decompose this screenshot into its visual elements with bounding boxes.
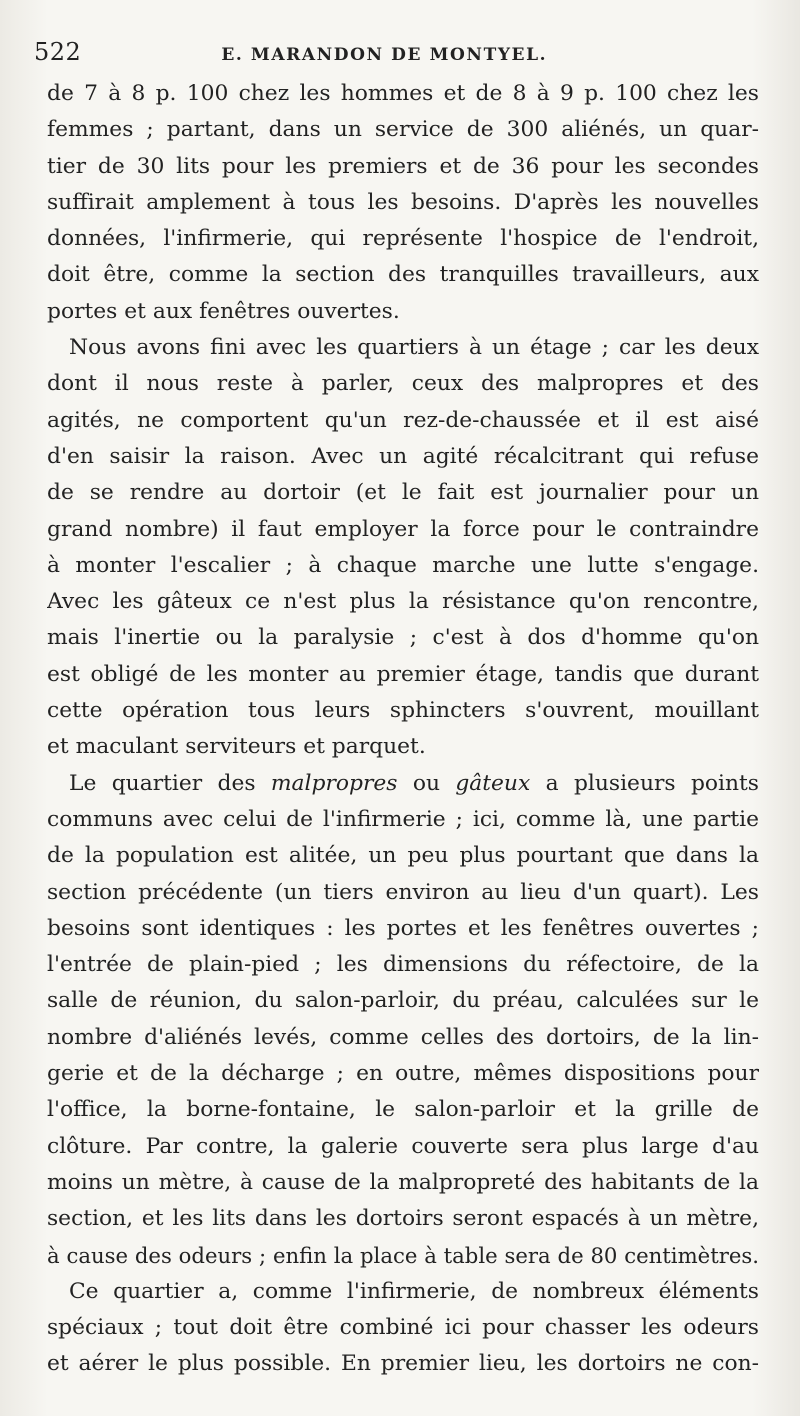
text-line: section, et les lits dans les dortoirs seront espacés à un mètre, — [47, 1206, 759, 1232]
italic-term: malpropres — [270, 770, 398, 796]
text-line: d'en saisir la raison. Avec un agité récalcitrant qui refuse — [47, 443, 759, 469]
text-segment: a plusieurs points — [530, 770, 759, 796]
text-line: de la population est alitée, un peu plus pourtant que dans la — [47, 843, 759, 869]
text-line: Avec les gâteux ce n'est plus la résistance qu'on rencontre, — [47, 589, 759, 615]
text-line: de 7 à 8 p. 100 chez les hommes et de 8 à 9 p. 100 chez les — [47, 81, 759, 106]
text-line: à cause des odeurs ; enfin la place à table sera de 80 centimètres. — [47, 1242, 759, 1268]
text-line: gerie et de la décharge ; en outre, mêmes dispositions pour — [47, 1061, 759, 1087]
page-header — [34, 38, 766, 68]
text-line: Nous avons fini avec les quartiers à un étage ; car les deux — [69, 335, 759, 361]
text-line: doit être, comme la section des tranquilles travailleurs, aux — [47, 262, 759, 288]
text-line: données, l'infirmerie, qui représente l'hospice de l'endroit, — [47, 226, 759, 252]
text-line: mais l'inertie ou la paralysie ; c'est à dos d'homme qu'on — [47, 625, 759, 651]
text-line: nombre d'aliénés levés, comme celles des dortoirs, de la lin- — [47, 1024, 759, 1050]
body-text — [47, 76, 759, 1383]
text-line: spéciaux ; tout doit être combiné ici pour chasser les odeurs — [47, 1315, 759, 1341]
text-line: et maculant serviteurs et parquet. — [47, 734, 426, 760]
text-line: à monter l'escalier ; à chaque marche une lutte s'engage. — [47, 552, 759, 578]
text-line: portes et aux fenêtres ouvertes. — [47, 298, 400, 324]
text-segment: ou — [397, 770, 456, 796]
text-line: besoins sont identiques : les portes et les fenêtres ouvertes ; — [47, 915, 759, 941]
page-number: 522 — [34, 38, 82, 66]
text-line: salle de réunion, du salon-parloir, du préau, calculées sur le — [47, 988, 759, 1014]
text-line: est obligé de les monter au premier étage, tandis que durant — [47, 661, 759, 687]
text-line: clôture. Par contre, la galerie couverte sera plus large d'au — [47, 1133, 759, 1159]
text-line: de se rendre au dortoir (et le fait est journalier pour un — [47, 480, 759, 506]
text-line: Ce quartier a, comme l'infirmerie, de nombreux éléments — [69, 1278, 759, 1304]
text-segment: Le quartier des — [69, 770, 271, 796]
text-line: et aérer le plus possible. En premier lieu, les dortoirs ne con- — [47, 1351, 759, 1377]
text-line: l'office, la borne-fontaine, le salon-parloir et la grille de — [47, 1097, 759, 1123]
text-line: grand nombre) il faut employer la force pour le contraindre — [47, 516, 759, 542]
text-line: tier de 30 lits pour les premiers et de 36 pour les secondes — [47, 153, 759, 179]
text-line: agités, ne comportent qu'un rez-de-chaussée et il est aisé — [47, 407, 759, 433]
text-line: section précédente (un tiers environ au lieu d'un quart). Les — [47, 879, 759, 905]
italic-term: gâteux — [455, 770, 531, 796]
text-line: cette opération tous leurs sphincters s'ouvrent, mouillant — [47, 698, 759, 724]
text-line: l'entrée de plain-pied ; les dimensions du réfectoire, de la — [47, 952, 759, 978]
text-line — [47, 766, 759, 802]
text-line: dont il nous reste à parler, ceux des malpropres et des — [47, 371, 759, 397]
text-line: suffirait amplement à tous les besoins. D'après les nouvelles — [47, 189, 759, 215]
text-line: moins un mètre, à cause de la malpropreté des habitants de la — [47, 1169, 759, 1195]
text-line: femmes ; partant, dans un service de 300 aliénés, un quar- — [47, 117, 759, 143]
running-title: E. MARANDON DE MONTYEL. — [221, 45, 548, 65]
text-line: communs avec celui de l'infirmerie ; ici, comme là, une partie — [47, 806, 759, 832]
